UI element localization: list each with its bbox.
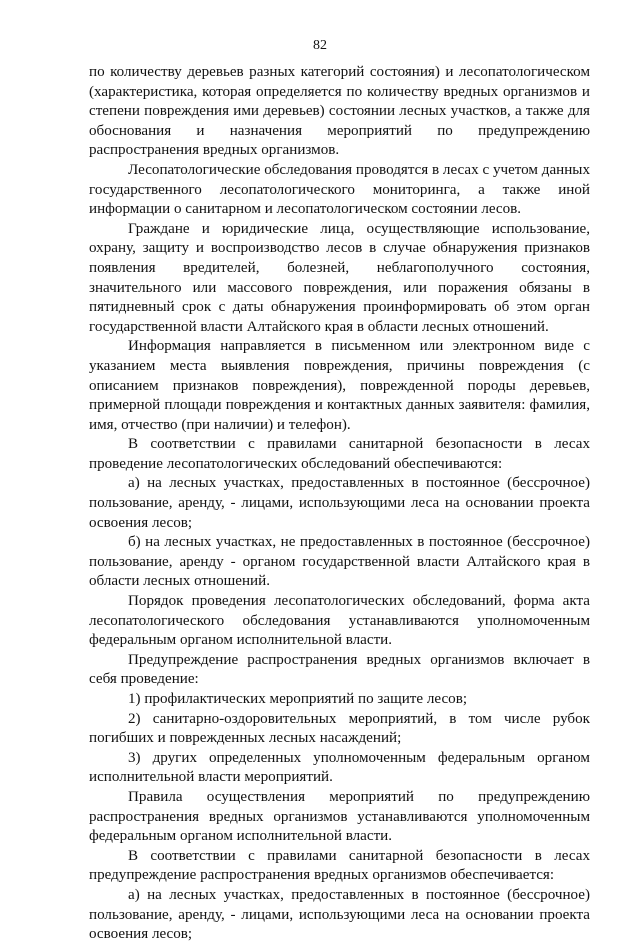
paragraph-sanitary-rules-prevention: В соответствии с правилами санитарной безопасности в лесах предупреждение распространения вредных организмов обеспечивается: — [89, 847, 590, 884]
list-item-a-leased-plots: а) на лесных участках, предоставленных в постоянное (бессрочное) пользование, аренду, - лицами, использующими леса на основании проекта освоения лесов; — [89, 475, 590, 531]
list-item-b-unleased-plots: б) на лесных участках, не предоставленных в постоянное (бессрочное) пользование, аренду - органом государственной власти Алтайского края в области лесных отношений. — [89, 534, 590, 590]
paragraph-survey-conduct: Лесопатологические обследования проводятся в лесах с учетом данных государственного лесопатологического мониторинга, а также иной информации о санитарном и лесопатологическом состоянии лесов. — [89, 161, 590, 218]
paragraph-information-content: Информация направляется в письменном или электронном виде с указанием места выявления повреждения, причины повреждения (с описанием признаков повреждения), поврежденной породы деревьев, примерной площади повреждения и контактных данных заявителя: фамилия, имя, отчество (при наличии) и телефон). — [89, 338, 590, 433]
paragraph-citizens-obligation: Граждане и юридические лица, осуществляющие использование, охрану, защиту и воспроизводство лесов в случае обнаружения признаков появления вредителей, болезней, неблагополучного состояния, значительного или массового повреждения, или поражения обязаны в пятидневный срок с даты обнаружения проинформировать об этом орган государственной власти Алтайского края в области лесных отношений. — [89, 220, 590, 335]
list-item-1-preventive-measures: 1) профилактических мероприятий по защите лесов; — [128, 691, 468, 707]
paragraph-continuation: по количеству деревьев разных категорий состояния) и лесопатологическом (характеристика, которая определяется по количеству вредных организмов и степени повреждения ими деревьев) состоянии лесных участков, а также для обоснования и назначения мероприятий по предупреждению распространения вредных организмов. — [89, 64, 590, 159]
list-item-2-sanitary-measures: 2) санитарно-оздоровительных мероприятий, в том числе рубок погибших и поврежденных лесных насаждений; — [89, 710, 590, 747]
list-item-3-other-measures: 3) других определенных уполномоченным федеральным органом исполнительной власти мероприятий. — [89, 749, 590, 786]
paragraph-sanitary-rules-surveys: В соответствии с правилами санитарной безопасности в лесах проведение лесопатологических обследований обеспечиваются: — [89, 436, 590, 472]
list-item-a-leased-plots-repeat: а) на лесных участках, предоставленных в постоянное (бессрочное) пользование, аренду, - лицами, использующими леса на основании проекта освоения лесов; — [89, 886, 590, 943]
paragraph-prevention-includes: Предупреждение распространения вредных организмов включает в себя проведение: — [89, 651, 590, 688]
document-body — [89, 63, 590, 945]
paragraph-prevention-rules: Правила осуществления мероприятий по предупреждению распространения вредных организмов устанавливаются уполномоченным федеральным органом исполнительной власти. — [89, 788, 590, 845]
paragraph-survey-procedure: Порядок проведения лесопатологических обследований, форма акта лесопатологического обследования устанавливаются уполномоченным федеральным органом исполнительной власти. — [89, 593, 590, 649]
page-number: 82 — [313, 38, 327, 53]
